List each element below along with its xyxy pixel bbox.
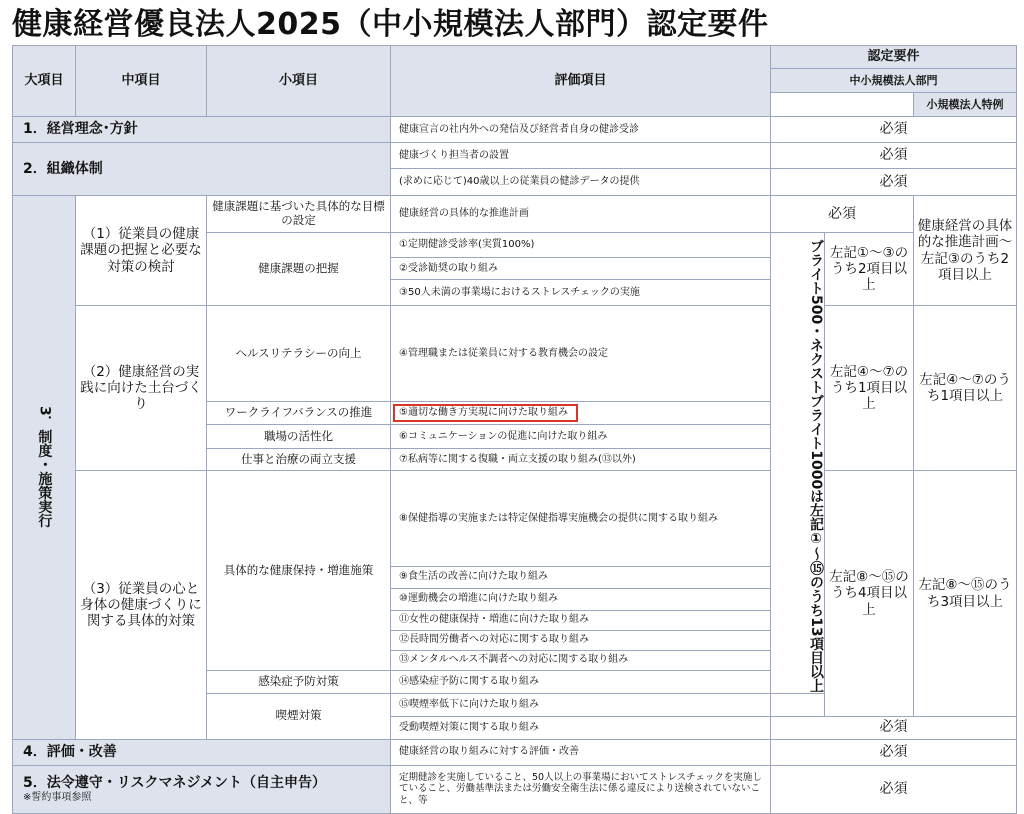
section-5-cell: [13, 765, 391, 813]
small-special-4-7: 左記④～⑦のうち1項目以上: [914, 306, 1017, 471]
section-2-eval-2: (求めに応じて)40歳以上の従業員の健診データの提供: [391, 169, 771, 196]
eval-item-2: ②受診勧奨の取り組み: [391, 258, 771, 280]
eval-item-13: ⑬メンタルヘルス不調者への対応に関する取り組み: [391, 650, 771, 670]
req-passive-smoking: 必須: [771, 716, 1017, 739]
minor-item-smoking: 喫煙対策: [207, 693, 391, 739]
eval-item-7: ⑦私病等に関する復職・両立支援の取り組み(⑬以外): [391, 449, 771, 471]
section-4-eval: 健康経営の取り組みに対する評価・改善: [391, 739, 771, 765]
header-small-special: 小規模法人特例: [914, 93, 1017, 117]
eval-item-5: ⑤適切な働き方実現に向けた取り組み: [393, 404, 578, 422]
eval-passive-smoking: 受動喫煙対策に関する取り組み: [391, 716, 771, 739]
eval-item-9: ⑨食生活の改善に向けた取り組み: [391, 566, 771, 588]
section-1-label: 1．経営理念･方針: [13, 117, 391, 143]
requirements-table: [12, 45, 1017, 814]
req-promotion-plan: 必須: [771, 196, 914, 233]
middle-item-2: （2）健康経営の実践に向けた土台づくり: [76, 306, 207, 471]
minor-item-treatment-support: 仕事と治療の両立支援: [207, 449, 391, 471]
section-1-req: 必須: [771, 117, 1017, 143]
eval-item-3: ③50人未満の事業場におけるストレスチェックの実施: [391, 280, 771, 306]
req-items-4-7: 左記④～⑦のうち1項目以上: [825, 306, 914, 471]
eval-item-11: ⑪女性の健康保持・増進に向けた取り組み: [391, 610, 771, 630]
middle-item-1: （1）従業員の健康課題の把握と必要な対策の検討: [76, 196, 207, 306]
req-items-8-15: 左記⑧～⑮のうち4項目以上: [825, 471, 914, 716]
section-2-eval-1: 健康づくり担当者の設置: [391, 143, 771, 169]
section-3-label: 3．制度・施策実行: [13, 196, 76, 740]
eval-item-6: ⑥コミュニケーションの促進に向けた取り組み: [391, 425, 771, 449]
small-special-1: 健康経営の具体的な推進計画～左記③のうち2項目以上: [914, 196, 1017, 306]
req-items-1-3: 左記①～③のうち2項目以上: [825, 233, 914, 306]
header-spacer: [771, 93, 914, 117]
eval-item-5-cell: [391, 402, 771, 425]
small-special-8-15: 左記⑧～⑮のうち3項目以上: [914, 471, 1017, 716]
eval-item-10: ⑩運動機会の増進に向けた取り組み: [391, 588, 771, 610]
eval-item-12: ⑫長時間労働者への対応に関する取り組み: [391, 630, 771, 650]
header-sme-division: 中小規模法人部門: [771, 69, 1017, 93]
eval-promotion-plan: 健康経営の具体的な推進計画: [391, 196, 771, 233]
bright-500-requirement: ブライト500・ネクストブライト1000は左記①～⑮のうち13項目以上: [771, 233, 825, 694]
section-2-req-2: 必須: [771, 169, 1017, 196]
eval-item-14: ⑭感染症予防に関する取り組み: [391, 670, 771, 693]
section-5-note: ※誓約事項参照: [23, 791, 92, 803]
section-4-label: 4．評価・改善: [13, 739, 391, 765]
header-requirements: 認定要件: [771, 46, 1017, 69]
minor-item-health-literacy: ヘルスリテラシーの向上: [207, 306, 391, 402]
section-2-label: 2．組織体制: [13, 143, 391, 196]
header-major: 大項目: [13, 46, 76, 117]
eval-item-4: ④管理職または従業員に対する教育機会の設定: [391, 306, 771, 402]
section-5-label: 5．法令遵守・リスクマネジメント（自主申告）: [23, 774, 327, 791]
header-middle: 中項目: [76, 46, 207, 117]
eval-item-1: ①定期健診受診率(実質100%): [391, 233, 771, 258]
middle-item-3: （3）従業員の心と身体の健康づくりに関する具体的対策: [76, 471, 207, 739]
section-4-req: 必須: [771, 739, 1017, 765]
section-1-eval: 健康宣言の社内外への発信及び経営者自身の健診受診: [391, 117, 771, 143]
eval-item-15: ⑮喫煙率低下に向けた取り組み: [391, 693, 771, 716]
minor-item-infection: 感染症予防対策: [207, 670, 391, 693]
minor-item-health-measures: 具体的な健康保持・増進施策: [207, 471, 391, 670]
minor-item-work-life-balance: ワークライフバランスの推進: [207, 402, 391, 425]
section-5-eval: 定期健診を実施していること、50人以上の事業場においてストレスチェックを実施していること、労働基準法または労働安全衛生法に係る違反により送検されていないこと、等: [391, 765, 771, 813]
section-2-req-1: 必須: [771, 143, 1017, 169]
minor-item-health-issues: 健康課題の把握: [207, 233, 391, 306]
page-title: 健康経営優良法人2025（中小規模法人部門）認定要件: [12, 7, 769, 42]
minor-item-workplace: 職場の活性化: [207, 425, 391, 449]
header-evaluation: 評価項目: [391, 46, 771, 117]
section-5-req: 必須: [771, 765, 1017, 813]
eval-item-8: ⑧保健指導の実施または特定保健指導実施機会の提供に関する取り組み: [391, 471, 771, 566]
minor-item-goal-setting: 健康課題に基づいた具体的な目標の設定: [207, 196, 391, 233]
header-minor: 小項目: [207, 46, 391, 117]
